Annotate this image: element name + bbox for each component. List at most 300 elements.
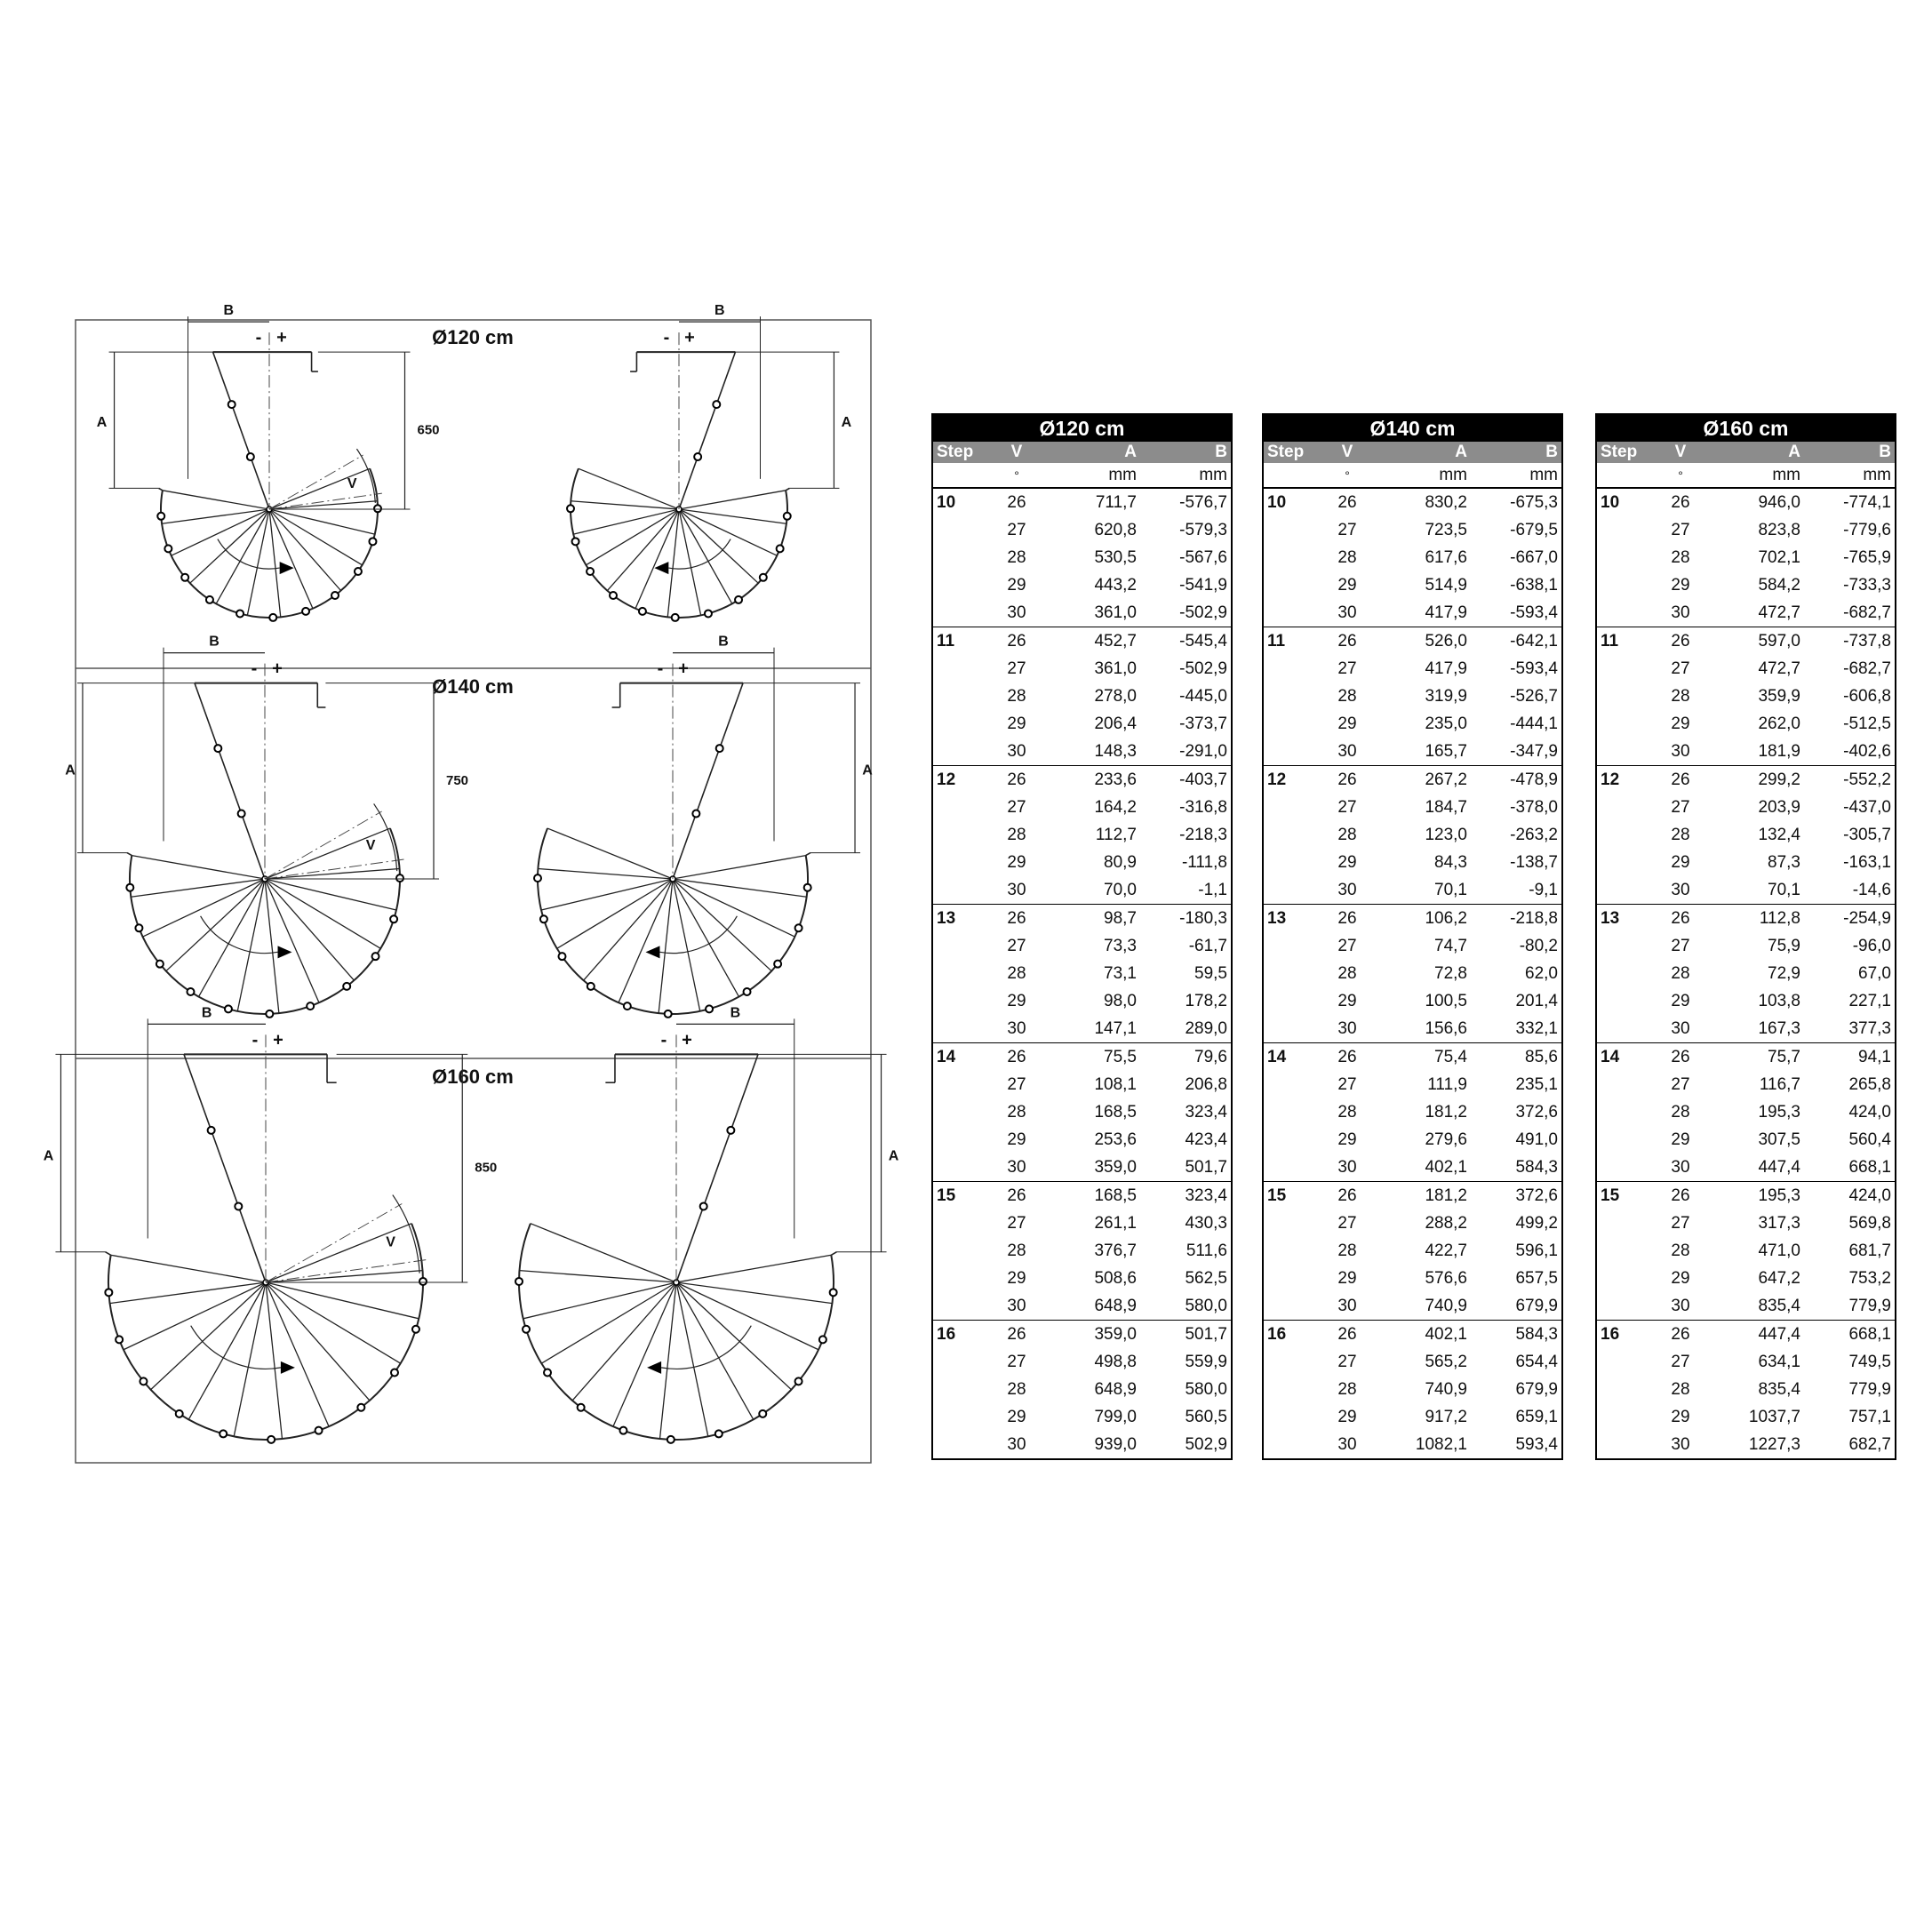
b-cell: -1,1 [1198,881,1227,899]
v-cell: 28 [1007,1241,1026,1260]
table-row [933,1182,1231,1209]
step-line [635,509,679,609]
table-units-row [1264,463,1561,489]
baluster-post [208,1127,215,1134]
table-row [1264,627,1561,655]
table-row [1597,627,1895,655]
v-cell: 30 [1007,881,1026,899]
step-cell [933,516,999,544]
a-cell: 835,4 [1758,1380,1800,1399]
v-cell: 28 [1337,548,1357,567]
a-cell: 116,7 [1759,1075,1800,1094]
table-row [1597,876,1895,904]
a-cell: 361,0 [1094,659,1137,678]
v-cell: 27 [1337,798,1357,817]
a-cell: 597,0 [1758,632,1800,651]
b-cell: 511,6 [1186,1241,1227,1260]
b-cell: 580,0 [1185,1297,1227,1315]
baluster-post [830,1289,837,1296]
step-line [265,879,279,1013]
b-cell: -737,8 [1843,632,1891,651]
a-cell: 702,1 [1758,548,1800,567]
step-cell [1597,738,1663,765]
v-cell: 26 [1671,909,1690,928]
table-row [1597,932,1895,960]
step-line [266,1282,329,1426]
v-cell: 26 [1007,632,1026,651]
a-cell: 508,6 [1094,1269,1137,1288]
table-row [1264,1209,1561,1237]
step-line [266,1282,370,1401]
step-cell [1264,1015,1329,1042]
step-cell [933,1265,999,1292]
v-cell: 29 [1007,1408,1026,1426]
step-cell [1264,849,1329,876]
a-cell: 319,9 [1425,687,1467,706]
a-cell: 181,9 [1758,742,1800,761]
step-group [1597,489,1895,627]
stair-edge [127,853,132,856]
b-cell: 779,9 [1848,1297,1891,1315]
table-row [933,1126,1231,1154]
step-line [163,491,269,509]
a-cell: 72,9 [1768,964,1800,983]
step-cell [1264,1403,1329,1431]
table-row [1264,1321,1561,1348]
v-cell: 28 [1007,826,1026,844]
step-cell: 13 [937,909,956,928]
table-row [1264,1292,1561,1320]
direction-arc [218,539,280,570]
b-cell: 659,1 [1515,1408,1558,1426]
table-row [933,1015,1231,1042]
unit-cell: mm [1108,466,1137,484]
step-line [676,1282,754,1419]
table-row [1264,849,1561,876]
step-line [111,1255,266,1282]
direction-arrow [645,946,659,958]
v-cell: 30 [1337,1297,1357,1315]
v-cell: 29 [1007,853,1026,872]
column-header: Step [1601,443,1638,461]
v-cell: 28 [1337,826,1357,844]
direction-arc [661,1326,751,1369]
step-line [673,879,771,971]
table-row [1597,516,1895,544]
table-row [933,683,1231,710]
v-angle-line [266,1259,429,1282]
step-cell [933,1209,999,1237]
step-cell: 11 [937,632,955,651]
table-row [933,1292,1231,1320]
table-row [1597,683,1895,710]
a-cell: 84,3 [1434,853,1467,872]
table-row [933,1098,1231,1126]
v-cell: 27 [1337,1353,1357,1371]
step-cell [933,849,999,876]
table-row [1264,876,1561,904]
baluster-post [735,596,742,603]
table-row [1597,1126,1895,1154]
table-row [1597,1209,1895,1237]
step-line [572,1282,676,1401]
v-cell: 26 [1337,632,1357,651]
table-row [1597,905,1895,932]
stair-edge [105,1252,110,1256]
v-cell: 27 [1007,1214,1026,1233]
dimension-b-label: B [209,634,220,650]
v-cell: 30 [1671,881,1690,899]
table-row [1597,738,1895,765]
step-line [541,1282,676,1363]
b-cell: 679,9 [1515,1380,1558,1399]
table-row [1597,1182,1895,1209]
step-group [933,489,1231,627]
dimension-a-label: A [43,1148,54,1164]
table-row [1264,1071,1561,1098]
b-cell: 753,2 [1848,1269,1891,1288]
a-cell: 164,2 [1094,798,1137,817]
b-cell: -218,8 [1510,909,1558,928]
b-cell: 681,7 [1848,1241,1891,1260]
step-line [269,509,313,609]
v-cell: 27 [1007,659,1026,678]
baluster-post [315,1427,323,1434]
step-line [676,1255,831,1282]
table-row [933,710,1231,738]
baluster-post [396,874,403,882]
step-line [234,1282,266,1436]
step-line [673,879,700,1011]
b-cell: 206,8 [1185,1075,1227,1094]
a-cell: 514,9 [1425,576,1467,595]
a-cell: 262,0 [1758,715,1800,733]
baluster-post [727,1127,734,1134]
unit-cell: mm [1772,466,1800,484]
table-row [1264,489,1561,516]
b-cell: -347,9 [1510,742,1558,761]
step-cell [1597,1098,1663,1126]
a-cell: 946,0 [1758,493,1800,512]
v-cell: 26 [1007,1048,1026,1066]
v-cell: 29 [1007,1130,1026,1149]
a-cell: 939,0 [1094,1435,1137,1454]
minus-sign: - [251,1030,259,1050]
step-group [1264,1182,1561,1321]
direction-arc [668,539,730,570]
minus-sign: - [251,659,258,679]
step-line [188,1282,266,1419]
table-row [1597,794,1895,821]
b-cell: 332,1 [1515,1019,1558,1038]
table-row [1264,1043,1561,1071]
b-cell: -593,4 [1510,659,1558,678]
table-row [1264,1098,1561,1126]
table-row [933,655,1231,683]
a-cell: 74,7 [1434,937,1467,955]
v-cell: 30 [1337,742,1357,761]
diagram-title: Ø120 cm [432,326,514,348]
a-cell: 80,9 [1104,853,1137,872]
step-cell [1264,738,1329,765]
step-group [1264,627,1561,766]
step-cell [1264,1126,1329,1154]
v-cell: 26 [1007,1325,1026,1344]
step-group [1597,1043,1895,1182]
table-row [1264,794,1561,821]
baluster-post [187,988,194,995]
v-cell: 28 [1671,964,1690,983]
step-group [933,1182,1231,1321]
step-cell [933,1348,999,1376]
dimension-b-label: B [718,634,729,650]
a-cell: 443,2 [1094,576,1137,595]
table-row [1264,1376,1561,1403]
b-cell: -61,7 [1188,937,1227,955]
baluster-post [357,1404,364,1411]
column-header: V [1010,443,1023,461]
a-cell: 203,9 [1758,798,1800,817]
table-row [1264,987,1561,1015]
v-cell: 28 [1007,1103,1026,1122]
b-cell: 201,4 [1515,992,1558,1010]
step-cell [1597,516,1663,544]
a-cell: 75,9 [1768,937,1800,955]
baluster-post [236,610,243,617]
table-row [933,794,1231,821]
a-cell: 617,6 [1425,548,1467,567]
step-group [1597,627,1895,766]
step-line [265,879,354,980]
step-cell [1597,849,1663,876]
staircase-diagrams [43,303,899,1464]
baluster-post [206,596,213,603]
step-group [1264,905,1561,1043]
step-line [190,509,269,583]
a-cell: 472,7 [1758,659,1800,678]
baluster-post [390,915,397,922]
step-cell [1264,1071,1329,1098]
b-cell: -552,2 [1843,770,1891,789]
step-group [1597,905,1895,1043]
landing-side [676,1054,758,1282]
step-cell [1264,571,1329,599]
a-cell: 111,9 [1427,1075,1467,1094]
direction-arrow [278,946,292,958]
v-cell: 27 [1007,1075,1026,1094]
v-cell: 28 [1007,687,1026,706]
table-row [933,516,1231,544]
v-cell: 26 [1337,909,1357,928]
a-cell: 359,0 [1094,1158,1137,1177]
step-cell [1597,1376,1663,1403]
b-cell: -679,5 [1510,521,1558,539]
step-line [679,509,701,615]
v-cell: 26 [1007,1186,1026,1205]
b-cell: -675,3 [1510,493,1558,512]
column-header: A [1788,443,1800,461]
v-cell: 26 [1671,632,1690,651]
baluster-post [135,924,142,931]
column-header: B [1545,443,1558,461]
stair-edge [159,488,163,490]
table-row [933,544,1231,571]
step-cell [1597,1265,1663,1292]
b-cell: -478,9 [1510,770,1558,789]
step-cell: 15 [1267,1186,1287,1205]
baluster-post [713,401,720,408]
column-header: V [1674,443,1687,461]
stair-edge [786,488,789,490]
baluster-post [558,953,565,960]
step-cell [933,987,999,1015]
unit-cell [1597,463,1663,487]
a-cell: 1037,7 [1748,1408,1800,1426]
v-cell: 30 [1337,603,1357,622]
v-cell: 30 [1337,881,1357,899]
v-angle-line [265,859,405,879]
b-cell: -437,0 [1843,798,1891,817]
b-cell: -576,7 [1179,493,1227,512]
table-units-row [933,463,1231,489]
step-cell [1597,932,1663,960]
baluster-post [372,953,379,960]
a-cell: 123,0 [1425,826,1467,844]
step-cell [1264,1098,1329,1126]
step-cell [1597,1071,1663,1098]
step-cell [933,1237,999,1265]
direction-arrow [654,562,668,574]
landing-side [673,683,743,879]
a-cell: 195,3 [1758,1103,1800,1122]
v-cell: 27 [1007,521,1026,539]
plus-sign: + [682,1030,692,1050]
step-line [673,879,738,997]
b-cell: -403,7 [1179,770,1227,789]
step-line [613,1282,676,1426]
table-row [1264,1182,1561,1209]
landing-side [195,683,265,879]
v-cell: 26 [1671,1186,1690,1205]
a-cell: 108,1 [1094,1075,1137,1094]
step-line [557,879,673,948]
table-row [1264,571,1561,599]
baluster-post [374,505,381,512]
table-row [1597,1154,1895,1181]
step-cell [1264,655,1329,683]
table-row [933,876,1231,904]
table-row [1597,489,1895,516]
step-cell: 16 [937,1325,956,1344]
unit-cell: ° [1014,468,1019,483]
baluster-post [665,1010,672,1018]
v-cell: 29 [1007,1269,1026,1288]
step-cell: 13 [1267,909,1287,928]
table-row [1597,1431,1895,1458]
b-cell: 584,3 [1515,1325,1558,1344]
table-d120 [931,413,1233,1460]
step-group [933,1043,1231,1182]
step-line [247,509,269,615]
a-cell: 167,3 [1758,1019,1800,1038]
baluster-post [610,592,617,599]
a-cell: 278,0 [1094,687,1137,706]
baluster-post [774,961,781,968]
b-cell: 79,6 [1194,1048,1227,1066]
b-cell: 430,3 [1185,1214,1227,1233]
v-cell: 30 [1007,742,1026,761]
b-cell: 501,7 [1185,1158,1227,1177]
b-cell: -291,0 [1179,742,1227,761]
step-cell [1264,544,1329,571]
table-row [1597,1348,1895,1376]
b-cell: 668,1 [1848,1158,1891,1177]
v-cell: 27 [1007,937,1026,955]
baluster-post [302,608,309,615]
table-header-row [1597,442,1895,463]
v-angle-line [269,493,382,509]
a-cell: 261,1 [1094,1214,1137,1233]
table-row [1264,1265,1561,1292]
a-cell: 106,2 [1425,909,1467,928]
step-cell [933,710,999,738]
table-row [1597,821,1895,849]
a-cell: 447,4 [1758,1158,1800,1177]
b-cell: 62,0 [1525,964,1558,983]
v-cell: 29 [1671,992,1690,1010]
v-cell: 29 [1671,715,1690,733]
v-cell: 29 [1671,576,1690,595]
unit-cell: ° [1345,468,1350,483]
table-row [1597,1043,1895,1071]
v-cell: 26 [1337,493,1357,512]
step-cell [933,1292,999,1320]
baluster-post [116,1336,123,1343]
v-cell: 27 [1671,1353,1690,1371]
step-group [1597,766,1895,905]
column-header: B [1879,443,1891,461]
landing-side [679,352,735,509]
table-row [1597,1292,1895,1320]
step-cell: 12 [1267,770,1287,789]
column-header: Step [1267,443,1305,461]
step-cell [1597,1154,1663,1181]
b-cell: 580,0 [1185,1380,1227,1399]
step-cell [933,655,999,683]
table-row [1597,987,1895,1015]
b-cell: 749,5 [1848,1353,1891,1371]
step-cell: 16 [1267,1325,1287,1344]
table-title: Ø160 cm [1597,415,1895,442]
b-cell: 323,4 [1185,1103,1227,1122]
b-cell: -545,4 [1179,632,1227,651]
step-cell [1264,1154,1329,1181]
baluster-post [105,1289,112,1296]
b-cell: -138,7 [1510,853,1558,872]
a-cell: 70,1 [1434,881,1467,899]
a-cell: 584,2 [1758,576,1800,595]
a-cell: 233,6 [1094,770,1137,789]
v-cell: 30 [1007,1019,1026,1038]
table-row [1264,599,1561,627]
v-cell: 27 [1337,1214,1357,1233]
baluster-post [795,1377,802,1385]
b-cell: -526,7 [1510,687,1558,706]
v-cell: 28 [1337,1241,1357,1260]
table-row [1264,1237,1561,1265]
step-group [1264,766,1561,905]
v-cell: 29 [1671,1408,1690,1426]
